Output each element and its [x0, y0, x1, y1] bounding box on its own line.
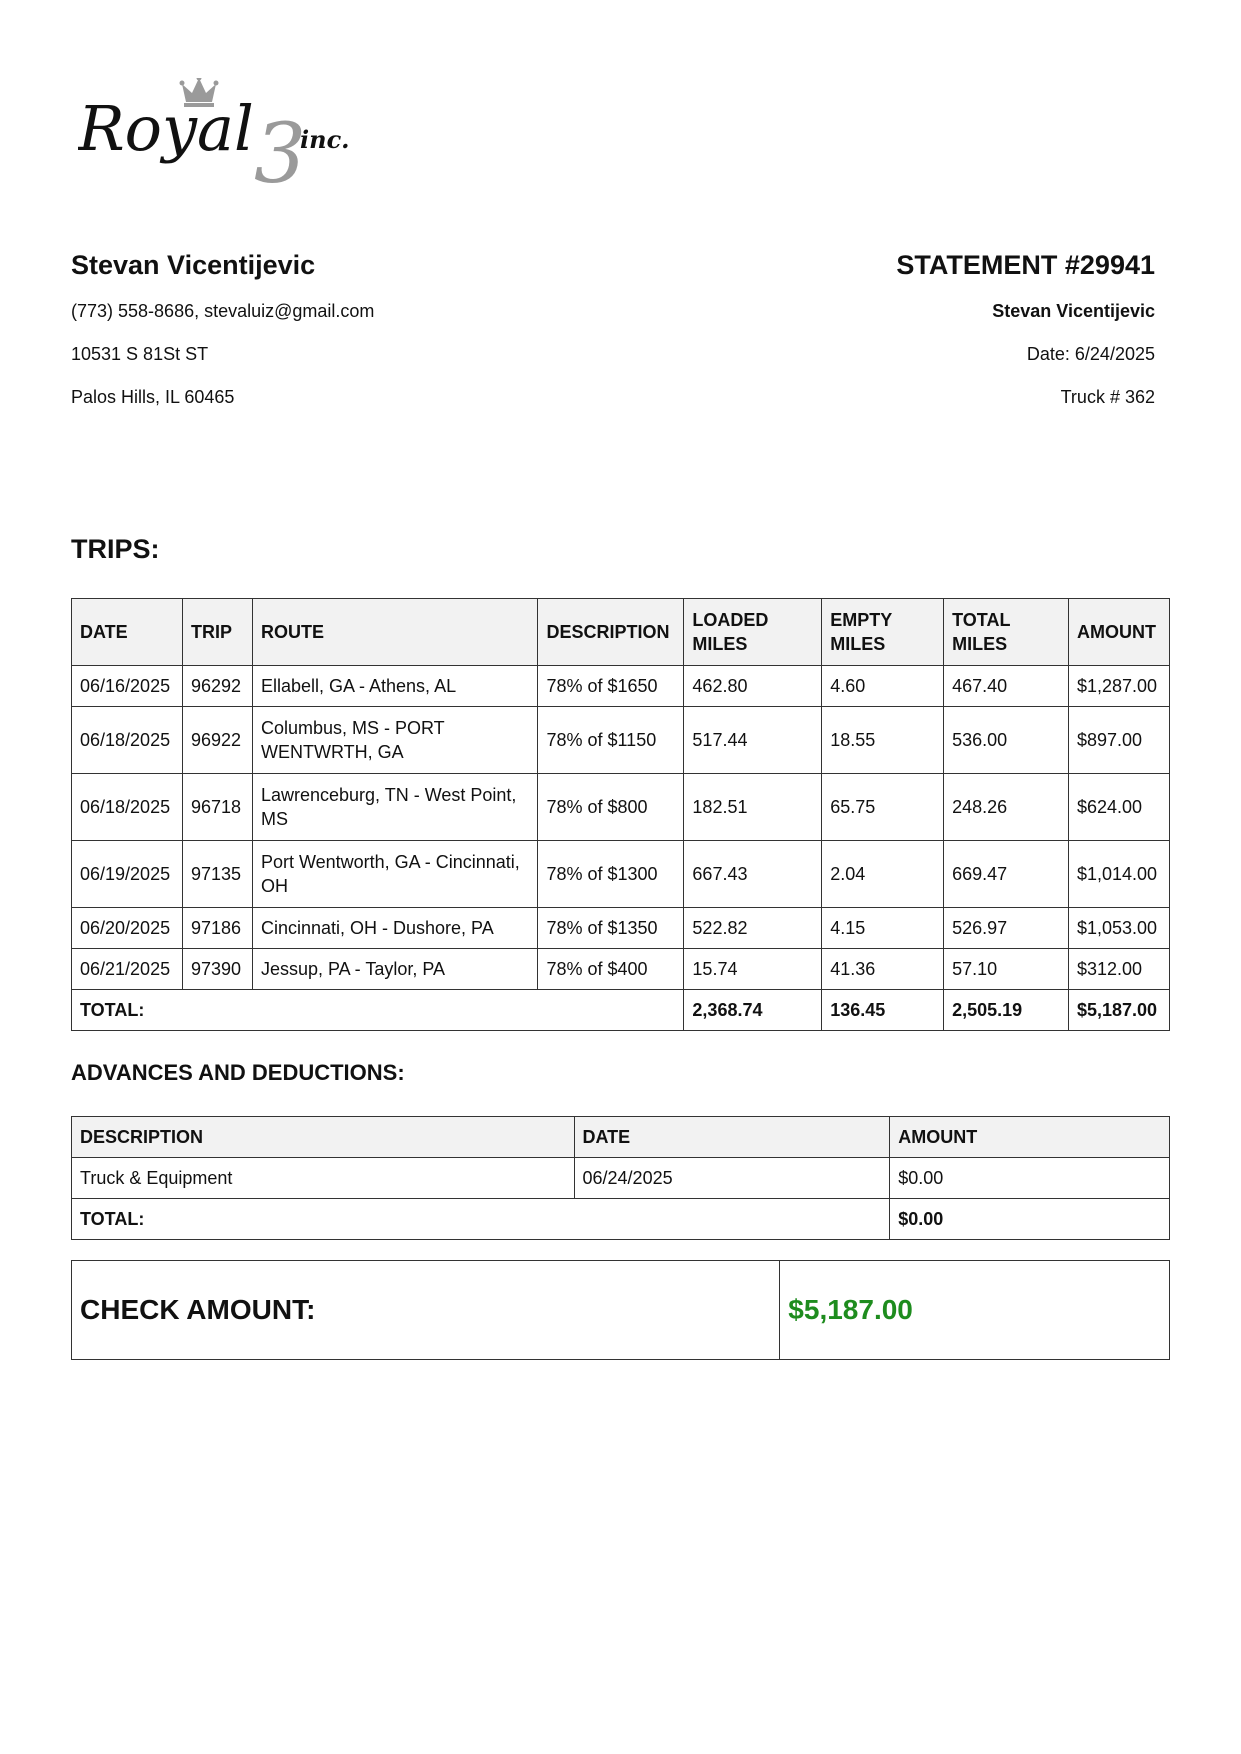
trip-amount: $1,287.00	[1068, 666, 1169, 707]
table-row	[72, 707, 1170, 774]
column-header: LOADED MILES	[684, 599, 822, 666]
table-row	[72, 1158, 1170, 1199]
trips-total-empty-miles: 136.45	[822, 990, 944, 1031]
statement-title: STATEMENT #29941	[896, 250, 1155, 280]
trip-amount: $1,014.00	[1068, 841, 1169, 908]
trip-route: Lawrenceburg, TN - West Point, MS	[252, 774, 537, 841]
driver-contact: (773) 558-8686, stevaluiz@gmail.com	[71, 301, 375, 321]
trip-loaded-miles: 522.82	[684, 908, 822, 949]
trip-loaded-miles: 667.43	[684, 841, 822, 908]
trip-amount: $1,053.00	[1068, 908, 1169, 949]
logo-word: Royal	[78, 92, 254, 165]
trips-total-loaded-miles: 2,368.74	[684, 990, 822, 1031]
table-row	[72, 666, 1170, 707]
statement-date: Date: 6/24/2025	[1026, 344, 1155, 364]
trip-number: 96292	[182, 666, 252, 707]
column-header: AMOUNT	[1068, 599, 1169, 666]
trip-number: 97390	[182, 949, 252, 990]
trip-description: 78% of $1150	[538, 707, 684, 774]
trip-date: 06/21/2025	[72, 949, 183, 990]
trip-total-miles: 57.10	[944, 949, 1069, 990]
check-amount-row	[72, 1261, 1170, 1360]
trip-description: 78% of $1650	[538, 666, 684, 707]
table-row	[72, 908, 1170, 949]
trip-number: 96718	[182, 774, 252, 841]
trip-date: 06/18/2025	[72, 774, 183, 841]
trip-loaded-miles: 462.80	[684, 666, 822, 707]
advances-total-label: TOTAL:	[72, 1199, 890, 1240]
trip-description: 78% of $1300	[538, 841, 684, 908]
advances-table	[71, 1116, 1170, 1240]
advances-total-amount: $0.00	[890, 1199, 1170, 1240]
advance-description: Truck & Equipment	[72, 1158, 575, 1199]
trips-total-label: TOTAL:	[72, 990, 684, 1031]
trips-header-row	[72, 599, 1170, 666]
trip-empty-miles: 4.60	[822, 666, 944, 707]
column-header: TRIP	[182, 599, 252, 666]
trip-number: 97135	[182, 841, 252, 908]
driver-info	[71, 248, 374, 408]
check-amount-label: CHECK AMOUNT:	[72, 1261, 780, 1360]
column-header: DESCRIPTION	[538, 599, 684, 666]
column-header: TOTAL MILES	[944, 599, 1069, 666]
table-row	[72, 841, 1170, 908]
trip-description: 78% of $800	[538, 774, 684, 841]
trip-total-miles: 248.26	[944, 774, 1069, 841]
column-header: DESCRIPTION	[72, 1117, 575, 1158]
trip-date: 06/19/2025	[72, 841, 183, 908]
trip-number: 97186	[182, 908, 252, 949]
statement-name: Stevan Vicentijevic	[992, 301, 1155, 321]
trip-amount: $624.00	[1068, 774, 1169, 841]
trip-empty-miles: 18.55	[822, 707, 944, 774]
trips-total-amount: $5,187.00	[1068, 990, 1169, 1031]
advances-title: ADVANCES AND DEDUCTIONS:	[71, 1060, 405, 1085]
trips-total-miles: 2,505.19	[944, 990, 1069, 1031]
column-header: ROUTE	[252, 599, 537, 666]
trip-date: 06/18/2025	[72, 707, 183, 774]
trip-date: 06/20/2025	[72, 908, 183, 949]
trip-empty-miles: 4.15	[822, 908, 944, 949]
check-amount-value: $5,187.00	[780, 1261, 1170, 1360]
logo-numeral: 3	[254, 107, 307, 190]
trip-total-miles: 536.00	[944, 707, 1069, 774]
advance-date: 06/24/2025	[574, 1158, 890, 1199]
trip-amount: $312.00	[1068, 949, 1169, 990]
column-header: AMOUNT	[890, 1117, 1170, 1158]
statement-truck: Truck # 362	[1060, 387, 1155, 407]
table-row	[72, 949, 1170, 990]
trip-route: Port Wentworth, GA - Cincinnati, OH	[252, 841, 537, 908]
trip-empty-miles: 2.04	[822, 841, 944, 908]
trip-total-miles: 467.40	[944, 666, 1069, 707]
trip-description: 78% of $400	[538, 949, 684, 990]
column-header: DATE	[72, 599, 183, 666]
advance-amount: $0.00	[890, 1158, 1170, 1199]
trip-empty-miles: 41.36	[822, 949, 944, 990]
advances-header-row	[72, 1117, 1170, 1158]
check-amount-table	[71, 1260, 1170, 1360]
trip-total-miles: 526.97	[944, 908, 1069, 949]
driver-address-line-2: Palos Hills, IL 60465	[71, 387, 235, 407]
trip-route: Columbus, MS - PORT WENTWRTH, GA	[252, 707, 537, 774]
trips-title: TRIPS:	[71, 534, 160, 564]
company-logo	[78, 78, 378, 190]
table-row	[72, 774, 1170, 841]
column-header: DATE	[574, 1117, 890, 1158]
trips-table	[71, 598, 1170, 1031]
column-header: EMPTY MILES	[822, 599, 944, 666]
trip-total-miles: 669.47	[944, 841, 1069, 908]
trips-total-row	[72, 990, 1170, 1031]
trip-amount: $897.00	[1068, 707, 1169, 774]
advances-total-row	[72, 1199, 1170, 1240]
driver-name: Stevan Vicentijevic	[71, 250, 316, 280]
trip-description: 78% of $1350	[538, 908, 684, 949]
logo-suffix: inc.	[300, 125, 350, 154]
trip-number: 96922	[182, 707, 252, 774]
trip-loaded-miles: 517.44	[684, 707, 822, 774]
trip-route: Jessup, PA - Taylor, PA	[252, 949, 537, 990]
statement-info	[896, 248, 1155, 408]
trip-loaded-miles: 182.51	[684, 774, 822, 841]
trip-loaded-miles: 15.74	[684, 949, 822, 990]
trip-empty-miles: 65.75	[822, 774, 944, 841]
driver-address-line-1: 10531 S 81St ST	[71, 344, 209, 364]
trip-route: Cincinnati, OH - Dushore, PA	[252, 908, 537, 949]
trip-route: Ellabell, GA - Athens, AL	[252, 666, 537, 707]
trip-date: 06/16/2025	[72, 666, 183, 707]
